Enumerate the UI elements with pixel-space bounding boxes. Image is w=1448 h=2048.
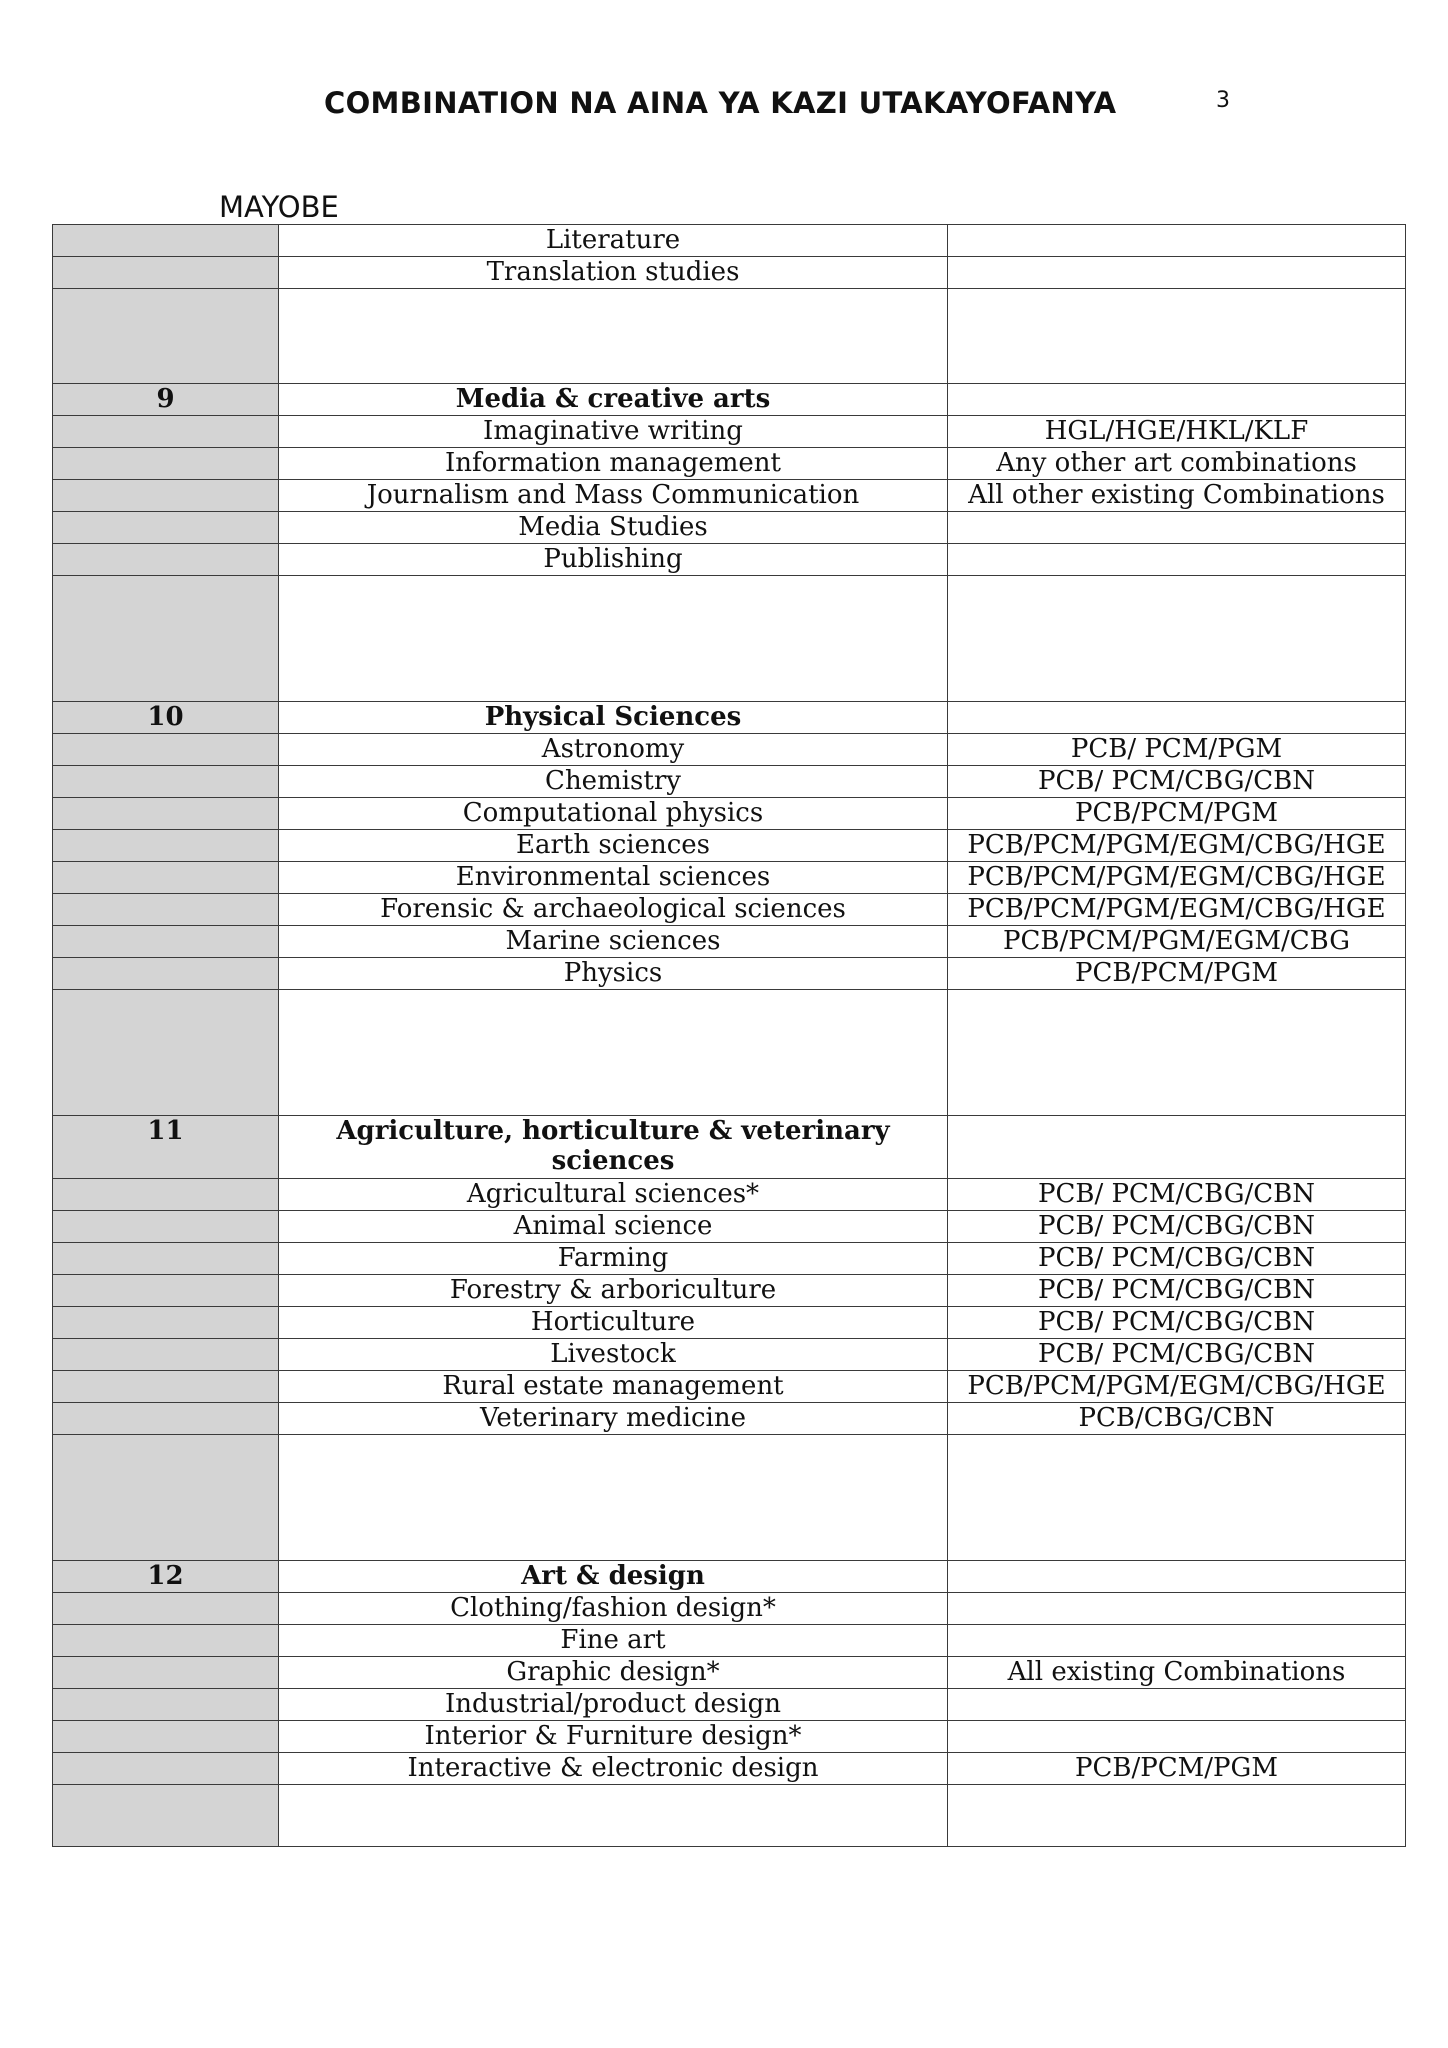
combination-cell: All other existing Combinations: [948, 480, 1406, 512]
combination-cell: [948, 1625, 1406, 1657]
table-row: [53, 798, 1406, 830]
subject-cell: Veterinary medicine: [279, 1403, 948, 1435]
subject-cell: Clothing/fashion design*: [279, 1593, 948, 1625]
row-number-cell: [53, 990, 279, 1116]
subject-cell: Translation studies: [279, 257, 948, 289]
row-number-cell: [53, 448, 279, 480]
row-number-cell: [53, 798, 279, 830]
subject-cell: Animal science: [279, 1211, 948, 1243]
subject-cell: Graphic design*: [279, 1657, 948, 1689]
section-heading: Art & design: [279, 1561, 948, 1593]
row-number-cell: [53, 1403, 279, 1435]
row-number-cell: [53, 734, 279, 766]
section-number: 12: [53, 1561, 279, 1593]
table-row: [53, 1721, 1406, 1753]
combination-cell: PCB/ PCM/CBG/CBN: [948, 1339, 1406, 1371]
combination-cell: PCB/ PCM/PGM: [948, 734, 1406, 766]
table-row: [53, 257, 1406, 289]
subject-cell: Chemistry: [279, 766, 948, 798]
combination-cell: PCB/ PCM/CBG/CBN: [948, 1243, 1406, 1275]
row-number-cell: [53, 830, 279, 862]
subject-cell: Interactive & electronic design: [279, 1753, 948, 1785]
subject-cell: Industrial/product design: [279, 1689, 948, 1721]
table-row: [53, 1625, 1406, 1657]
row-number-cell: [53, 1721, 279, 1753]
combination-cell: [948, 1116, 1406, 1179]
table-row: [53, 1275, 1406, 1307]
row-number-cell: [53, 1435, 279, 1561]
combination-cell: [948, 225, 1406, 257]
spacer-row: [53, 990, 1406, 1116]
subject-cell: Astronomy: [279, 734, 948, 766]
row-number-cell: [53, 1785, 279, 1847]
row-number-cell: [53, 512, 279, 544]
subject-cell: Forensic & archaeological sciences: [279, 894, 948, 926]
combination-cell: [948, 544, 1406, 576]
spacer-row: [53, 1435, 1406, 1561]
combination-cell: All existing Combinations: [948, 1657, 1406, 1689]
combination-cell: [948, 1593, 1406, 1625]
empty-cell: [948, 1785, 1406, 1847]
table-row: [53, 1243, 1406, 1275]
section-caption: MAYOBE: [219, 190, 339, 224]
combination-cell: [948, 257, 1406, 289]
empty-cell: [279, 1435, 948, 1561]
combination-cell: PCB/PCM/PGM/EGM/CBG/HGE: [948, 830, 1406, 862]
combination-cell: [948, 1721, 1406, 1753]
combination-cell: PCB/PCM/PGM/EGM/CBG/HGE: [948, 1371, 1406, 1403]
subject-cell: Physics: [279, 958, 948, 990]
row-number-cell: [53, 544, 279, 576]
table-row: [53, 1179, 1406, 1211]
table-row: [53, 1753, 1406, 1785]
section-number: 10: [53, 702, 279, 734]
row-number-cell: [53, 289, 279, 384]
row-number-cell: [53, 1275, 279, 1307]
subject-cell: Forestry & arboriculture: [279, 1275, 948, 1307]
section-heading: Agriculture, horticulture & veterinary sciences: [279, 1116, 948, 1179]
subject-cell: Agricultural sciences*: [279, 1179, 948, 1211]
combination-cell: Any other art combinations: [948, 448, 1406, 480]
combination-cell: [948, 1689, 1406, 1721]
empty-cell: [948, 1435, 1406, 1561]
spacer-row: [53, 289, 1406, 384]
combination-table: [52, 224, 1406, 1847]
table-row: [53, 480, 1406, 512]
section-heading-row: [53, 1561, 1406, 1593]
empty-cell: [279, 990, 948, 1116]
row-number-cell: [53, 1657, 279, 1689]
row-number-cell: [53, 1689, 279, 1721]
row-number-cell: [53, 862, 279, 894]
table-row: [53, 1307, 1406, 1339]
combination-cell: [948, 512, 1406, 544]
row-number-cell: [53, 257, 279, 289]
row-number-cell: [53, 958, 279, 990]
section-heading: Media & creative arts: [279, 384, 948, 416]
table-row: [53, 544, 1406, 576]
section-number: 11: [53, 1116, 279, 1179]
combination-cell: PCB/ PCM/CBG/CBN: [948, 1275, 1406, 1307]
combination-cell: [948, 702, 1406, 734]
row-number-cell: [53, 1339, 279, 1371]
empty-cell: [948, 576, 1406, 702]
table-row: [53, 1371, 1406, 1403]
table-row: [53, 1593, 1406, 1625]
table-row: [53, 1689, 1406, 1721]
table-row: [53, 1211, 1406, 1243]
combination-cell: [948, 384, 1406, 416]
row-number-cell: [53, 1625, 279, 1657]
table-row: [53, 512, 1406, 544]
table-row: [53, 926, 1406, 958]
empty-cell: [279, 576, 948, 702]
table-row: [53, 958, 1406, 990]
section-heading-row: [53, 702, 1406, 734]
subject-cell: Earth sciences: [279, 830, 948, 862]
combination-cell: PCB/ PCM/CBG/CBN: [948, 1179, 1406, 1211]
row-number-cell: [53, 1243, 279, 1275]
row-number-cell: [53, 416, 279, 448]
empty-cell: [279, 289, 948, 384]
table-row: [53, 1403, 1406, 1435]
spacer-row: [53, 576, 1406, 702]
table-row: [53, 894, 1406, 926]
combination-cell: HGL/HGE/HKL/KLF: [948, 416, 1406, 448]
table-row: [53, 1657, 1406, 1689]
table-row: [53, 734, 1406, 766]
combination-cell: PCB/PCM/PGM/EGM/CBG: [948, 926, 1406, 958]
row-number-cell: [53, 576, 279, 702]
subject-cell: Farming: [279, 1243, 948, 1275]
empty-cell: [948, 990, 1406, 1116]
combination-cell: PCB/ PCM/CBG/CBN: [948, 1211, 1406, 1243]
section-number: 9: [53, 384, 279, 416]
row-number-cell: [53, 480, 279, 512]
subject-cell: Livestock: [279, 1339, 948, 1371]
combination-cell: PCB/CBG/CBN: [948, 1403, 1406, 1435]
subject-cell: Fine art: [279, 1625, 948, 1657]
table-row: [53, 416, 1406, 448]
section-heading: Physical Sciences: [279, 702, 948, 734]
subject-cell: Horticulture: [279, 1307, 948, 1339]
combination-cell: [948, 1561, 1406, 1593]
combination-cell: PCB/PCM/PGM: [948, 1753, 1406, 1785]
combination-cell: PCB/PCM/PGM/EGM/CBG/HGE: [948, 894, 1406, 926]
table-row: [53, 862, 1406, 894]
combination-cell: PCB/PCM/PGM: [948, 958, 1406, 990]
combination-cell: PCB/PCM/PGM/EGM/CBG/HGE: [948, 862, 1406, 894]
row-number-cell: [53, 1211, 279, 1243]
row-number-cell: [53, 1371, 279, 1403]
subject-cell: Marine sciences: [279, 926, 948, 958]
subject-cell: Environmental sciences: [279, 862, 948, 894]
subject-cell: Information management: [279, 448, 948, 480]
subject-cell: Journalism and Mass Communication: [279, 480, 948, 512]
subject-cell: Computational physics: [279, 798, 948, 830]
combination-cell: PCB/ PCM/CBG/CBN: [948, 1307, 1406, 1339]
subject-cell: Media Studies: [279, 512, 948, 544]
row-number-cell: [53, 894, 279, 926]
empty-cell: [948, 289, 1406, 384]
table-row: [53, 766, 1406, 798]
row-number-cell: [53, 1307, 279, 1339]
page-title: COMBINATION NA AINA YA KAZI UTAKAYOFANYA: [324, 86, 1117, 120]
subject-cell: Publishing: [279, 544, 948, 576]
row-number-cell: [53, 926, 279, 958]
row-number-cell: [53, 1179, 279, 1211]
subject-cell: Rural estate management: [279, 1371, 948, 1403]
row-number-cell: [53, 766, 279, 798]
page-number: 3: [1216, 88, 1230, 113]
section-heading-row: [53, 1116, 1406, 1179]
row-number-cell: [53, 1593, 279, 1625]
subject-cell: Imaginative writing: [279, 416, 948, 448]
empty-cell: [279, 1785, 948, 1847]
table-row: [53, 830, 1406, 862]
table-row: [53, 1339, 1406, 1371]
combination-cell: PCB/PCM/PGM: [948, 798, 1406, 830]
subject-cell: Literature: [279, 225, 948, 257]
spacer-row: [53, 1785, 1406, 1847]
section-heading-row: [53, 384, 1406, 416]
table-row: [53, 225, 1406, 257]
row-number-cell: [53, 1753, 279, 1785]
subject-cell: Interior & Furniture design*: [279, 1721, 948, 1753]
row-number-cell: [53, 225, 279, 257]
table-row: [53, 448, 1406, 480]
combination-cell: PCB/ PCM/CBG/CBN: [948, 766, 1406, 798]
